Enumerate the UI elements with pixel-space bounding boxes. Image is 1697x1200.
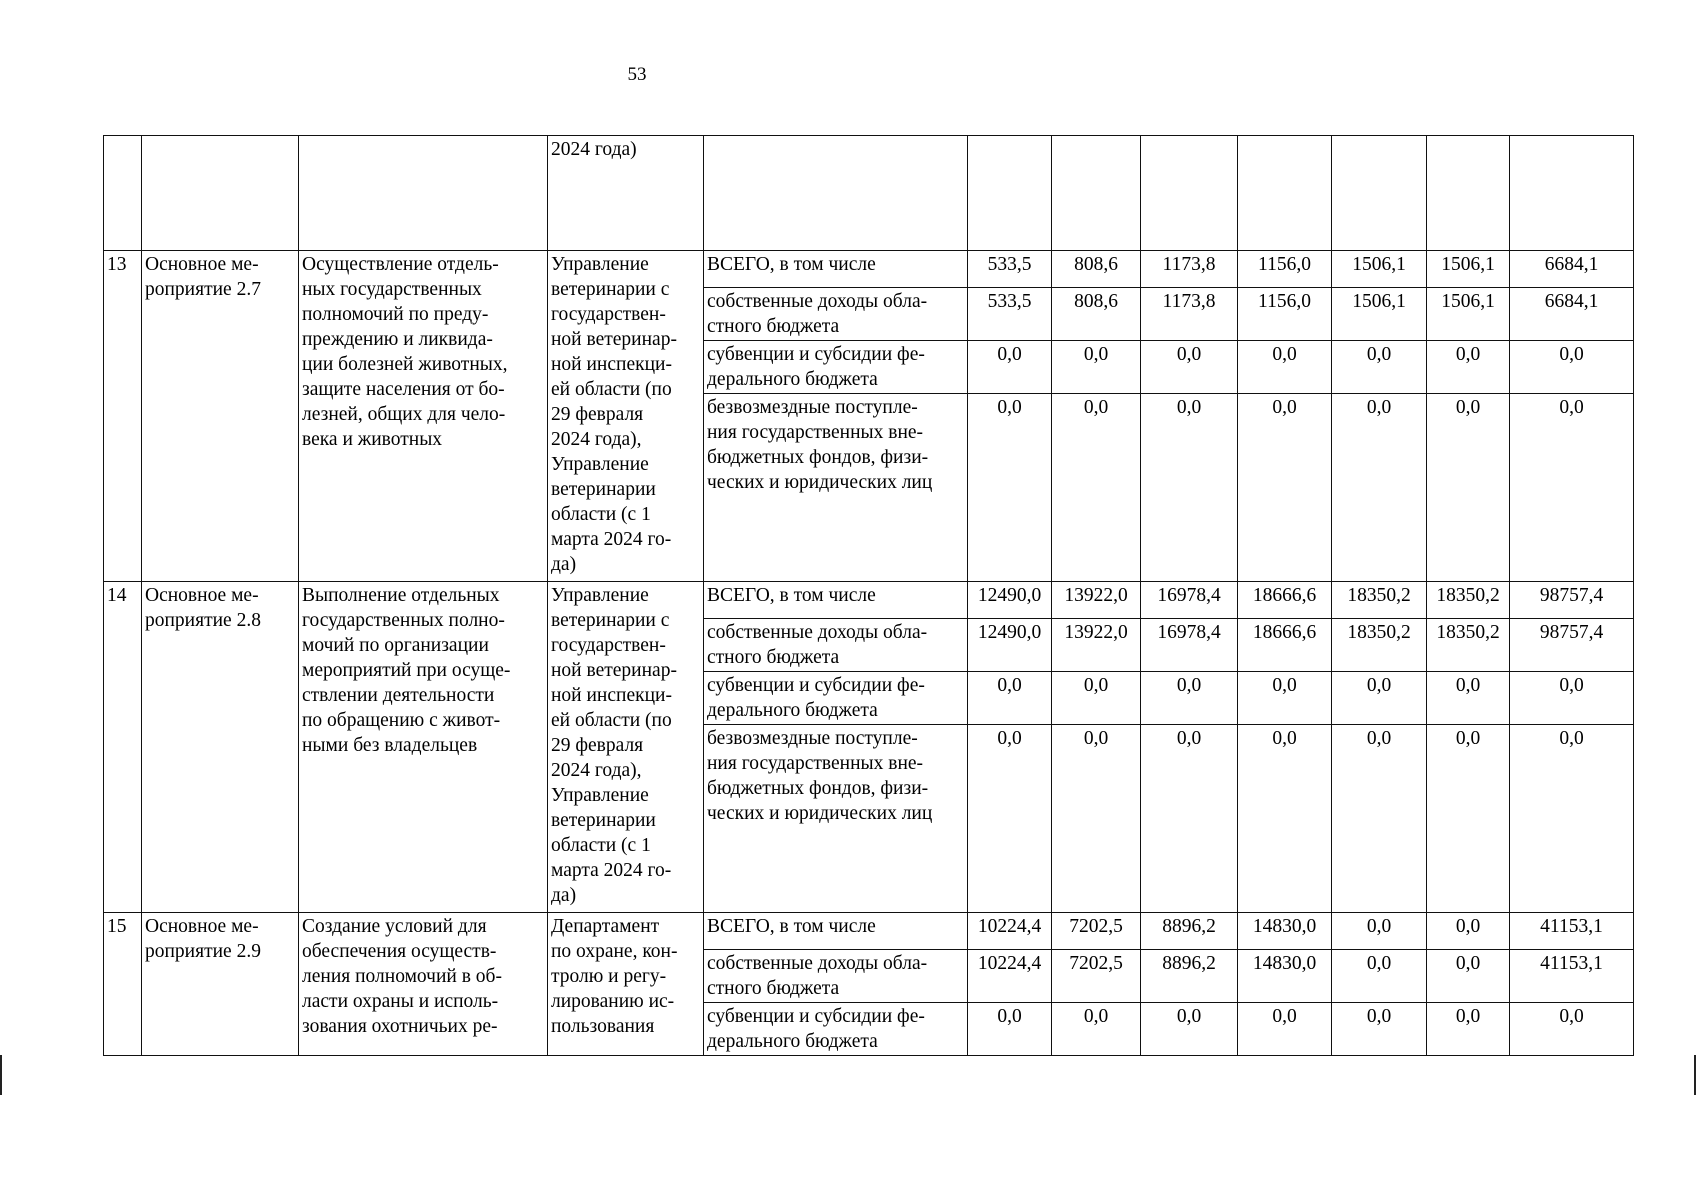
value-cell — [1141, 136, 1238, 251]
funding-source: субвенции и субсидии фе- дерального бюджета — [704, 672, 968, 725]
scan-edge-mark-left — [0, 1055, 2, 1095]
value-cell — [1332, 136, 1427, 251]
amount-cell: 0,0 — [1332, 672, 1427, 725]
amount-cell: 0,0 — [1141, 672, 1238, 725]
amount-cell: 0,0 — [1052, 341, 1141, 394]
amount-cell: 1173,8 — [1141, 251, 1238, 288]
funding-source: собственные доходы обла- стного бюджета — [704, 288, 968, 341]
event-title: Основное ме- роприятие 2.7 — [142, 251, 299, 582]
executor: Управление ветеринарии с государствен- ной ветеринар- ной инспекци- ей области (по 29 февраля 2024 года), Управление ветеринарии области (с 1 марта 2024 го- да) — [548, 251, 704, 582]
amount-cell: 6684,1 — [1510, 288, 1634, 341]
amount-cell: 0,0 — [1510, 672, 1634, 725]
amount-cell: 18350,2 — [1332, 619, 1427, 672]
amount-cell: 533,5 — [968, 288, 1052, 341]
row-index: 14 — [104, 582, 142, 913]
amount-cell: 1156,0 — [1238, 288, 1332, 341]
amount-cell: 0,0 — [1238, 725, 1332, 913]
amount-cell: 0,0 — [1427, 341, 1510, 394]
amount-cell: 0,0 — [1332, 725, 1427, 913]
funding-source: собственные доходы обла- стного бюджета — [704, 619, 968, 672]
event-description: Создание условий для обеспечения осуществ- ления полномочий в об- ласти охраны и исполь- зования охотничьих ре- — [299, 913, 548, 1056]
funding-source: безвозмездные поступле- ния государственных вне- бюджетных фондов, физи- ческих и юридических лиц — [704, 725, 968, 913]
amount-cell: 1173,8 — [1141, 288, 1238, 341]
amount-cell: 8896,2 — [1141, 913, 1238, 950]
budget-table — [103, 135, 1634, 1056]
amount-cell: 16978,4 — [1141, 582, 1238, 619]
amount-cell: 0,0 — [1332, 913, 1427, 950]
amount-cell: 10224,4 — [968, 950, 1052, 1003]
amount-cell: 0,0 — [1238, 1003, 1332, 1056]
amount-cell: 0,0 — [1510, 1003, 1634, 1056]
amount-cell: 0,0 — [968, 672, 1052, 725]
executor: Департамент по охране, кон- тролю и регу- лированию ис- пользования — [548, 913, 704, 1056]
amount-cell: 7202,5 — [1052, 950, 1141, 1003]
continuation-row — [104, 136, 1634, 251]
amount-cell: 98757,4 — [1510, 582, 1634, 619]
amount-cell: 0,0 — [1141, 725, 1238, 913]
amount-cell: 0,0 — [1238, 394, 1332, 582]
amount-cell: 10224,4 — [968, 913, 1052, 950]
table-row — [104, 913, 1634, 950]
funding-source: ВСЕГО, в том числе — [704, 251, 968, 288]
amount-cell: 14830,0 — [1238, 950, 1332, 1003]
amount-cell: 41153,1 — [1510, 950, 1634, 1003]
amount-cell: 0,0 — [1427, 1003, 1510, 1056]
amount-cell: 13922,0 — [1052, 619, 1141, 672]
amount-cell: 14830,0 — [1238, 913, 1332, 950]
amount-cell: 808,6 — [1052, 288, 1141, 341]
amount-cell: 0,0 — [1427, 913, 1510, 950]
amount-cell: 1506,1 — [1427, 288, 1510, 341]
amount-cell: 0,0 — [1141, 394, 1238, 582]
funding-source: безвозмездные поступле- ния государственных вне- бюджетных фондов, физи- ческих и юридических лиц — [704, 394, 968, 582]
amount-cell: 8896,2 — [1141, 950, 1238, 1003]
event-title: Основное ме- роприятие 2.8 — [142, 582, 299, 913]
table-row — [104, 251, 1634, 288]
amount-cell: 0,0 — [1427, 725, 1510, 913]
table-body — [104, 136, 1634, 1056]
funding-source: субвенции и субсидии фе- дерального бюджета — [704, 341, 968, 394]
event-title: Основное ме- роприятие 2.9 — [142, 913, 299, 1056]
value-cell — [968, 136, 1052, 251]
amount-cell: 7202,5 — [1052, 913, 1141, 950]
amount-cell: 0,0 — [1238, 672, 1332, 725]
page-number: 53 — [627, 64, 647, 85]
amount-cell: 6684,1 — [1510, 251, 1634, 288]
amount-cell: 12490,0 — [968, 582, 1052, 619]
amount-cell: 0,0 — [1141, 1003, 1238, 1056]
amount-cell: 0,0 — [1052, 1003, 1141, 1056]
amount-cell: 0,0 — [1332, 950, 1427, 1003]
row-index: 15 — [104, 913, 142, 1056]
amount-cell: 18666,6 — [1238, 582, 1332, 619]
name-cell — [299, 136, 548, 251]
amount-cell: 12490,0 — [968, 619, 1052, 672]
event-cell — [142, 136, 299, 251]
source-cell — [704, 136, 968, 251]
funding-source: субвенции и субсидии фе- дерального бюджета — [704, 1003, 968, 1056]
amount-cell: 18350,2 — [1427, 619, 1510, 672]
amount-cell: 533,5 — [968, 251, 1052, 288]
executor-cell: 2024 года) — [548, 136, 704, 251]
amount-cell: 0,0 — [1427, 672, 1510, 725]
index-cell — [104, 136, 142, 251]
amount-cell: 0,0 — [1052, 725, 1141, 913]
amount-cell: 0,0 — [968, 341, 1052, 394]
amount-cell: 1156,0 — [1238, 251, 1332, 288]
amount-cell: 16978,4 — [1141, 619, 1238, 672]
scan-edge-mark-right — [1694, 1055, 1696, 1095]
amount-cell: 13922,0 — [1052, 582, 1141, 619]
funding-source: ВСЕГО, в том числе — [704, 913, 968, 950]
value-cell — [1510, 136, 1634, 251]
amount-cell: 18350,2 — [1427, 582, 1510, 619]
value-cell — [1052, 136, 1141, 251]
amount-cell: 808,6 — [1052, 251, 1141, 288]
amount-cell: 18350,2 — [1332, 582, 1427, 619]
amount-cell: 0,0 — [1510, 725, 1634, 913]
amount-cell: 0,0 — [968, 394, 1052, 582]
amount-cell: 0,0 — [1427, 950, 1510, 1003]
executor: Управление ветеринарии с государствен- ной ветеринар- ной инспекци- ей области (по 29 февраля 2024 года), Управление ветеринарии области (с 1 марта 2024 го- да) — [548, 582, 704, 913]
amount-cell: 0,0 — [1052, 672, 1141, 725]
event-description: Выполнение отдельных государственных полно- мочий по организации мероприятий при осуще- ствлении деятельности по обращению с живот- ными без владельцев — [299, 582, 548, 913]
value-cell — [1427, 136, 1510, 251]
event-description: Осуществление отдель- ных государственных полномочий по преду- преждению и ликвида- ции болезней животных, защите населения от бо- лезней, общих для чело- века и животных — [299, 251, 548, 582]
amount-cell: 1506,1 — [1332, 251, 1427, 288]
amount-cell: 0,0 — [1238, 341, 1332, 394]
amount-cell: 0,0 — [968, 1003, 1052, 1056]
value-cell — [1238, 136, 1332, 251]
amount-cell: 1506,1 — [1332, 288, 1427, 341]
amount-cell: 18666,6 — [1238, 619, 1332, 672]
table-row — [104, 582, 1634, 619]
amount-cell: 0,0 — [1052, 394, 1141, 582]
amount-cell: 98757,4 — [1510, 619, 1634, 672]
funding-source: собственные доходы обла- стного бюджета — [704, 950, 968, 1003]
amount-cell: 0,0 — [1510, 394, 1634, 582]
amount-cell: 1506,1 — [1427, 251, 1510, 288]
amount-cell: 0,0 — [1141, 341, 1238, 394]
amount-cell: 41153,1 — [1510, 913, 1634, 950]
funding-source: ВСЕГО, в том числе — [704, 582, 968, 619]
amount-cell: 0,0 — [1332, 1003, 1427, 1056]
row-index: 13 — [104, 251, 142, 582]
amount-cell: 0,0 — [1332, 341, 1427, 394]
amount-cell: 0,0 — [1427, 394, 1510, 582]
amount-cell: 0,0 — [1332, 394, 1427, 582]
amount-cell: 0,0 — [1510, 341, 1634, 394]
amount-cell: 0,0 — [968, 725, 1052, 913]
